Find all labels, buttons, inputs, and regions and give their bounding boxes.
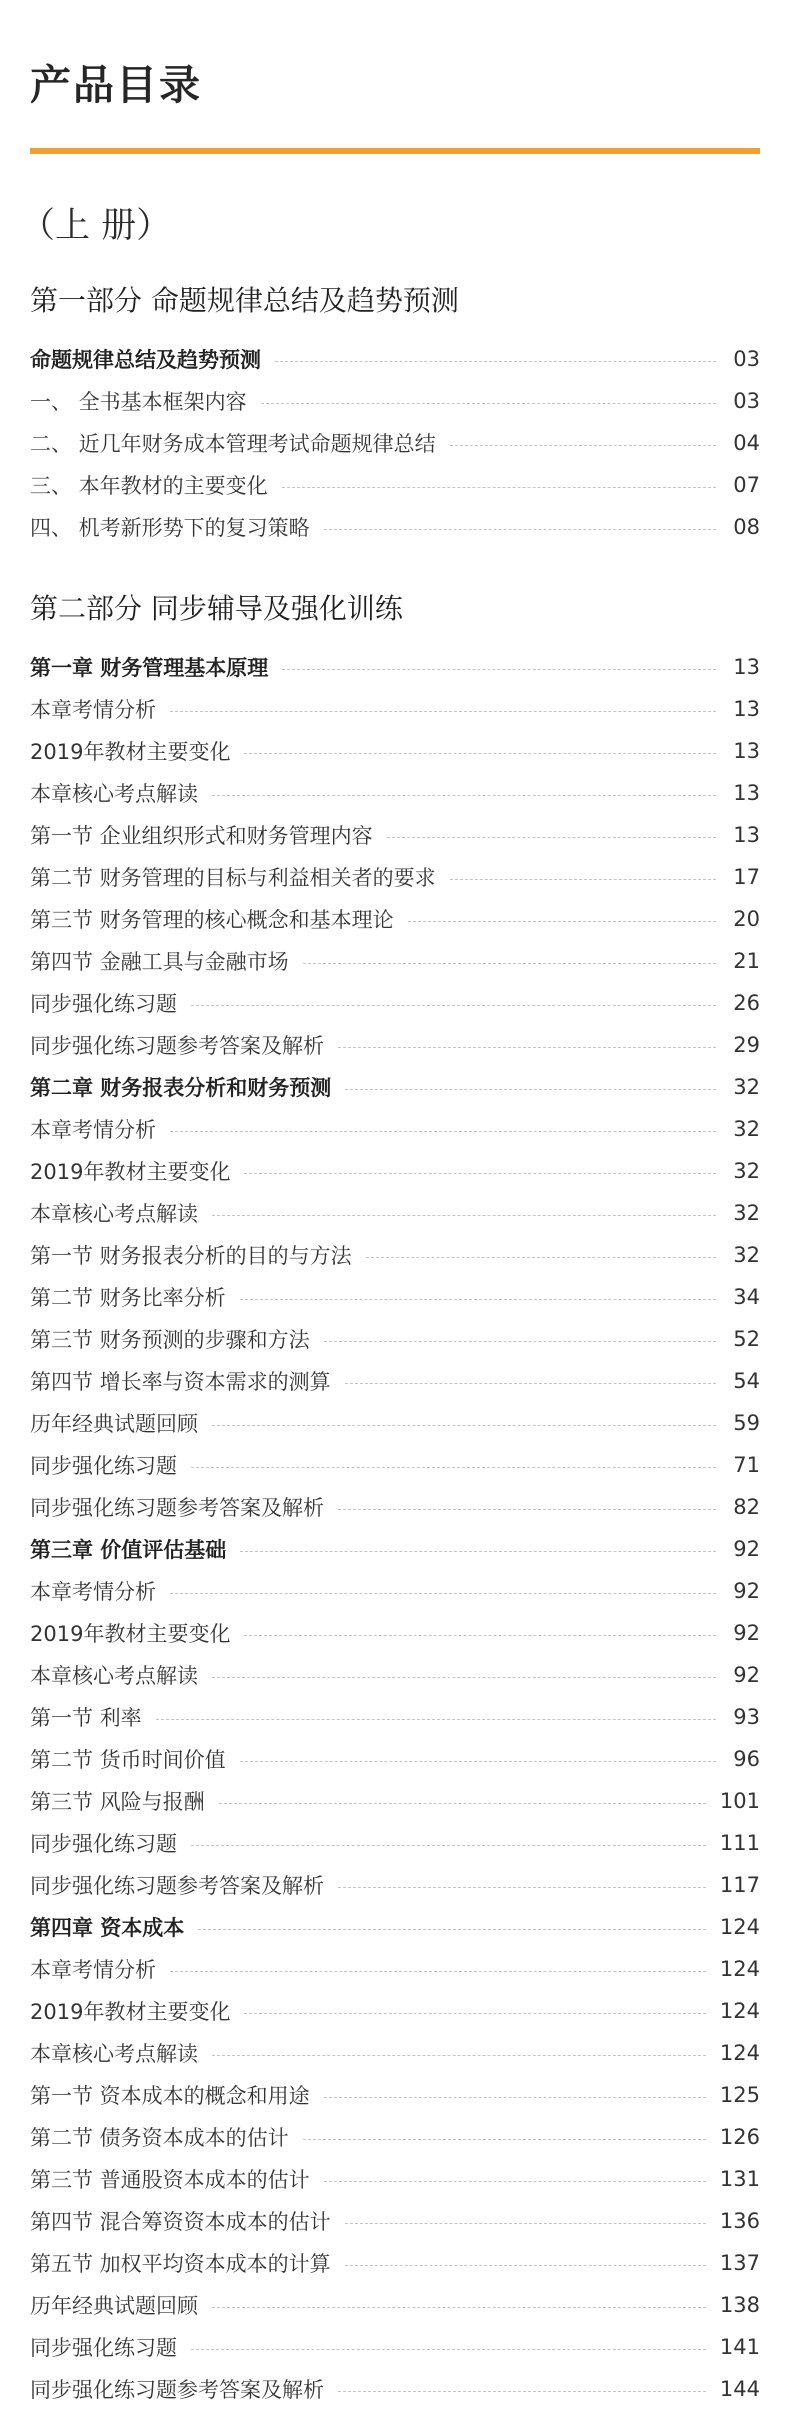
toc-entry-row[interactable]	[30, 772, 760, 814]
toc-entry-row[interactable]	[30, 1234, 760, 1276]
toc-page-number: 126	[719, 2125, 760, 2149]
toc-entry-row[interactable]	[30, 2368, 760, 2410]
toc-entry-label: 第二节 财务管理的目标与利益相关者的要求	[30, 866, 436, 890]
toc-page-number: 08	[733, 515, 760, 539]
toc-entry-row[interactable]	[30, 506, 760, 548]
dot-leader	[191, 1845, 706, 1846]
toc-entry-label: 第四章 资本成本	[30, 1916, 185, 1940]
dot-leader	[450, 445, 716, 446]
toc-entry-row[interactable]	[30, 688, 760, 730]
toc-entry-label: 第二节 债务资本成本的估计	[30, 2126, 289, 2150]
dot-leader	[387, 837, 716, 838]
toc-entry-row[interactable]	[30, 1654, 760, 1696]
dot-leader	[244, 1635, 716, 1636]
toc-entry-label: 同步强化练习题	[30, 2336, 177, 2360]
dot-leader	[324, 1341, 716, 1342]
dot-leader	[338, 2391, 706, 2392]
toc-entry-label: 同步强化练习题	[30, 1832, 177, 1856]
toc-page-number: 17	[733, 865, 760, 889]
dot-leader	[212, 1677, 716, 1678]
dot-leader	[338, 1047, 716, 1048]
toc-page-number: 13	[733, 739, 760, 763]
dot-leader	[212, 2307, 706, 2308]
toc-page-number: 92	[733, 1621, 760, 1645]
toc-entry-label: 2019年教材主要变化	[30, 740, 231, 764]
toc-page-number: 124	[719, 1999, 760, 2023]
toc-entry-label: 本章核心考点解读	[30, 1202, 198, 1226]
toc-entry-row[interactable]	[30, 1360, 760, 1402]
dot-leader	[366, 1257, 716, 1258]
toc-entry-label: 第四节 增长率与资本需求的测算	[30, 1370, 331, 1394]
toc-entry-row[interactable]	[30, 898, 760, 940]
toc-entry-row[interactable]	[30, 1990, 760, 2032]
dot-leader	[212, 795, 716, 796]
toc-page-number: 59	[733, 1411, 760, 1435]
dot-leader	[324, 529, 716, 530]
toc-page-number: 04	[733, 431, 760, 455]
toc-chapter-row[interactable]	[30, 338, 760, 380]
toc-page-number: 13	[733, 697, 760, 721]
toc-entry-row[interactable]	[30, 1570, 760, 1612]
toc-entry-row[interactable]	[30, 982, 760, 1024]
toc-page-number: 93	[733, 1705, 760, 1729]
toc-entry-row[interactable]	[30, 1192, 760, 1234]
dot-leader	[156, 1719, 716, 1720]
toc-entry-row[interactable]	[30, 1444, 760, 1486]
toc-entry-row[interactable]	[30, 730, 760, 772]
dot-leader	[240, 1299, 716, 1300]
dot-leader	[324, 2097, 706, 2098]
toc-page-number: 03	[733, 347, 760, 371]
toc-entry-label: 历年经典试题回顾	[30, 1412, 198, 1436]
toc-entry-row[interactable]	[30, 2032, 760, 2074]
toc-entry-label: 第一节 财务报表分析的目的与方法	[30, 1244, 352, 1268]
toc-entry-label: 第三节 风险与报酬	[30, 1790, 205, 1814]
toc-page-number: 92	[733, 1579, 760, 1603]
dot-leader	[282, 669, 716, 670]
part-heading: 第一部分 命题规律总结及趋势预测	[30, 284, 459, 317]
toc-page-number: 124	[719, 1957, 760, 1981]
dot-leader	[170, 1131, 716, 1132]
toc-entry-row[interactable]	[30, 464, 760, 506]
part-heading: 第二部分 同步辅导及强化训练	[30, 592, 403, 625]
toc-page-number: 137	[719, 2251, 760, 2275]
toc-page-number: 101	[719, 1789, 760, 1813]
table-of-contents	[30, 280, 760, 2410]
dot-leader	[212, 1425, 716, 1426]
dot-leader	[170, 711, 716, 712]
toc-page-number: 117	[719, 1873, 760, 1897]
toc-page-number: 82	[733, 1495, 760, 1519]
toc-entry-row[interactable]	[30, 1150, 760, 1192]
dot-leader	[345, 2223, 706, 2224]
toc-page-number: 13	[733, 655, 760, 679]
dot-leader	[275, 361, 716, 362]
toc-page-number: 111	[719, 1831, 760, 1855]
dot-leader	[170, 1971, 706, 1972]
toc-page-number: 54	[733, 1369, 760, 1393]
dot-leader	[191, 1467, 716, 1468]
toc-entry-label: 第三节 普通股资本成本的估计	[30, 2168, 310, 2192]
toc-entry-label: 第二节 货币时间价值	[30, 1748, 226, 1772]
toc-page-number: 03	[733, 389, 760, 413]
dot-leader	[345, 2265, 706, 2266]
volume-label: （上 册）	[20, 206, 172, 246]
dot-leader	[244, 2013, 705, 2014]
toc-entry-row[interactable]	[30, 422, 760, 464]
toc-entry-label: 第一节 资本成本的概念和用途	[30, 2084, 310, 2108]
dot-leader	[244, 1173, 716, 1174]
toc-entry-row[interactable]	[30, 1402, 760, 1444]
dot-leader	[324, 2181, 706, 2182]
dot-leader	[219, 1803, 706, 1804]
toc-page-number: 20	[733, 907, 760, 931]
toc-entry-label: 2019年教材主要变化	[30, 1160, 231, 1184]
toc-page-number: 32	[733, 1243, 760, 1267]
toc-page-number: 32	[733, 1117, 760, 1141]
dot-leader	[303, 2139, 706, 2140]
toc-entry-label: 本章核心考点解读	[30, 782, 198, 806]
toc-entry-row[interactable]	[30, 2158, 760, 2200]
toc-entry-label: 本章核心考点解读	[30, 1664, 198, 1688]
toc-page-number: 92	[733, 1663, 760, 1687]
toc-entry-label: 第二节 财务比率分析	[30, 1286, 226, 1310]
toc-entry-row[interactable]	[30, 1738, 760, 1780]
toc-entry-label: 本章考情分析	[30, 1958, 156, 1982]
toc-page-number: 96	[733, 1747, 760, 1771]
toc-entry-label: 同步强化练习题	[30, 992, 177, 1016]
toc-entry-label: 同步强化练习题参考答案及解析	[30, 2378, 324, 2402]
toc-entry-label: 2019年教材主要变化	[30, 1622, 231, 1646]
toc-page-number: 26	[733, 991, 760, 1015]
dot-leader	[198, 1929, 706, 1930]
toc-entry-label: 第三节 财务管理的核心概念和基本理论	[30, 908, 394, 932]
dot-leader	[191, 2349, 706, 2350]
toc-page-number: 144	[719, 2377, 760, 2401]
toc-entry-label: 本章考情分析	[30, 1580, 156, 1604]
toc-entry-row[interactable]	[30, 1822, 760, 1864]
toc-entry-row[interactable]	[30, 1318, 760, 1360]
toc-entry-label: 第一节 利率	[30, 1706, 142, 1730]
toc-entry-row[interactable]	[30, 1780, 760, 1822]
toc-entry-label: 同步强化练习题参考答案及解析	[30, 1874, 324, 1898]
dot-leader	[282, 487, 716, 488]
toc-page-number: 29	[733, 1033, 760, 1057]
toc-page-number: 32	[733, 1201, 760, 1225]
title-divider	[30, 148, 760, 154]
toc-entry-row[interactable]	[30, 1486, 760, 1528]
toc-entry-row[interactable]	[30, 1024, 760, 1066]
toc-entry-row[interactable]	[30, 814, 760, 856]
dot-leader	[338, 1509, 716, 1510]
toc-entry-label: 二、 近几年财务成本管理考试命题规律总结	[30, 432, 436, 456]
toc-entry-row[interactable]	[30, 2326, 760, 2368]
toc-entry-row[interactable]	[30, 2242, 760, 2284]
toc-entry-label: 第一节 企业组织形式和财务管理内容	[30, 824, 373, 848]
toc-page-number: 131	[719, 2167, 760, 2191]
toc-entry-label: 同步强化练习题参考答案及解析	[30, 1034, 324, 1058]
toc-entry-label: 历年经典试题回顾	[30, 2294, 198, 2318]
dot-leader	[212, 2055, 706, 2056]
toc-entry-label: 本章核心考点解读	[30, 2042, 198, 2066]
toc-page-number: 52	[733, 1327, 760, 1351]
dot-leader	[408, 921, 716, 922]
dot-leader	[450, 879, 716, 880]
toc-entry-label: 命题规律总结及趋势预测	[30, 348, 261, 372]
toc-entry-label: 同步强化练习题参考答案及解析	[30, 1496, 324, 1520]
toc-entry-label: 2019年教材主要变化	[30, 2000, 231, 2024]
toc-page-number: 13	[733, 781, 760, 805]
toc-entry-row[interactable]	[30, 1948, 760, 1990]
toc-entry-label: 第五节 加权平均资本成本的计算	[30, 2252, 331, 2276]
toc-page-number: 32	[733, 1075, 760, 1099]
page-title: 产品目录	[30, 61, 202, 109]
toc-entry-row[interactable]	[30, 1108, 760, 1150]
toc-page-number: 34	[733, 1285, 760, 1309]
toc-page-number: 124	[719, 2041, 760, 2065]
dot-leader	[244, 753, 716, 754]
toc-page-number: 125	[719, 2083, 760, 2107]
toc-chapter-row[interactable]	[30, 646, 760, 688]
toc-entry-label: 三、 本年教材的主要变化	[30, 474, 268, 498]
toc-entry-label: 本章考情分析	[30, 1118, 156, 1142]
toc-page-number: 71	[733, 1453, 760, 1477]
toc-entry-row[interactable]	[30, 1696, 760, 1738]
toc-page-number: 13	[733, 823, 760, 847]
toc-page-number: 141	[719, 2335, 760, 2359]
toc-entry-label: 第三章 价值评估基础	[30, 1538, 227, 1562]
toc-entry-label: 第二章 财务报表分析和财务预测	[30, 1076, 332, 1100]
toc-entry-row[interactable]	[30, 1864, 760, 1906]
dot-leader	[338, 1887, 706, 1888]
toc-page-number: 124	[719, 1915, 760, 1939]
toc-entry-label: 一、 全书基本框架内容	[30, 390, 247, 414]
toc-entry-label: 四、 机考新形势下的复习策略	[30, 516, 310, 540]
toc-chapter-row[interactable]	[30, 1906, 760, 1948]
dot-leader	[261, 403, 716, 404]
toc-entry-label: 第四节 金融工具与金融市场	[30, 950, 289, 974]
dot-leader	[345, 1089, 716, 1090]
toc-chapter-row[interactable]	[30, 1066, 760, 1108]
toc-entry-row[interactable]	[30, 2200, 760, 2242]
toc-entry-row[interactable]	[30, 2074, 760, 2116]
toc-entry-row[interactable]	[30, 940, 760, 982]
toc-entry-label: 第一章 财务管理基本原理	[30, 656, 269, 680]
toc-page-number: 32	[733, 1159, 760, 1183]
toc-entry-label: 第三节 财务预测的步骤和方法	[30, 1328, 310, 1352]
toc-entry-row[interactable]	[30, 856, 760, 898]
dot-leader	[191, 1005, 716, 1006]
dot-leader	[240, 1761, 716, 1762]
toc-entry-row[interactable]	[30, 1612, 760, 1654]
dot-leader	[303, 963, 716, 964]
toc-entry-label: 第四节 混合筹资资本成本的估计	[30, 2210, 331, 2234]
toc-page-number: 138	[719, 2293, 760, 2317]
toc-entry-label: 本章考情分析	[30, 698, 156, 722]
dot-leader	[212, 1215, 716, 1216]
dot-leader	[345, 1383, 716, 1384]
dot-leader	[240, 1551, 716, 1552]
toc-entry-row[interactable]	[30, 1276, 760, 1318]
toc-page-number: 07	[733, 473, 760, 497]
toc-entry-row[interactable]	[30, 380, 760, 422]
toc-entry-row[interactable]	[30, 2116, 760, 2158]
dot-leader	[170, 1593, 716, 1594]
toc-page-number: 136	[719, 2209, 760, 2233]
toc-entry-label: 同步强化练习题	[30, 1454, 177, 1478]
toc-chapter-row[interactable]	[30, 1528, 760, 1570]
toc-entry-row[interactable]	[30, 2284, 760, 2326]
toc-page-number: 92	[733, 1537, 760, 1561]
toc-page-number: 21	[733, 949, 760, 973]
